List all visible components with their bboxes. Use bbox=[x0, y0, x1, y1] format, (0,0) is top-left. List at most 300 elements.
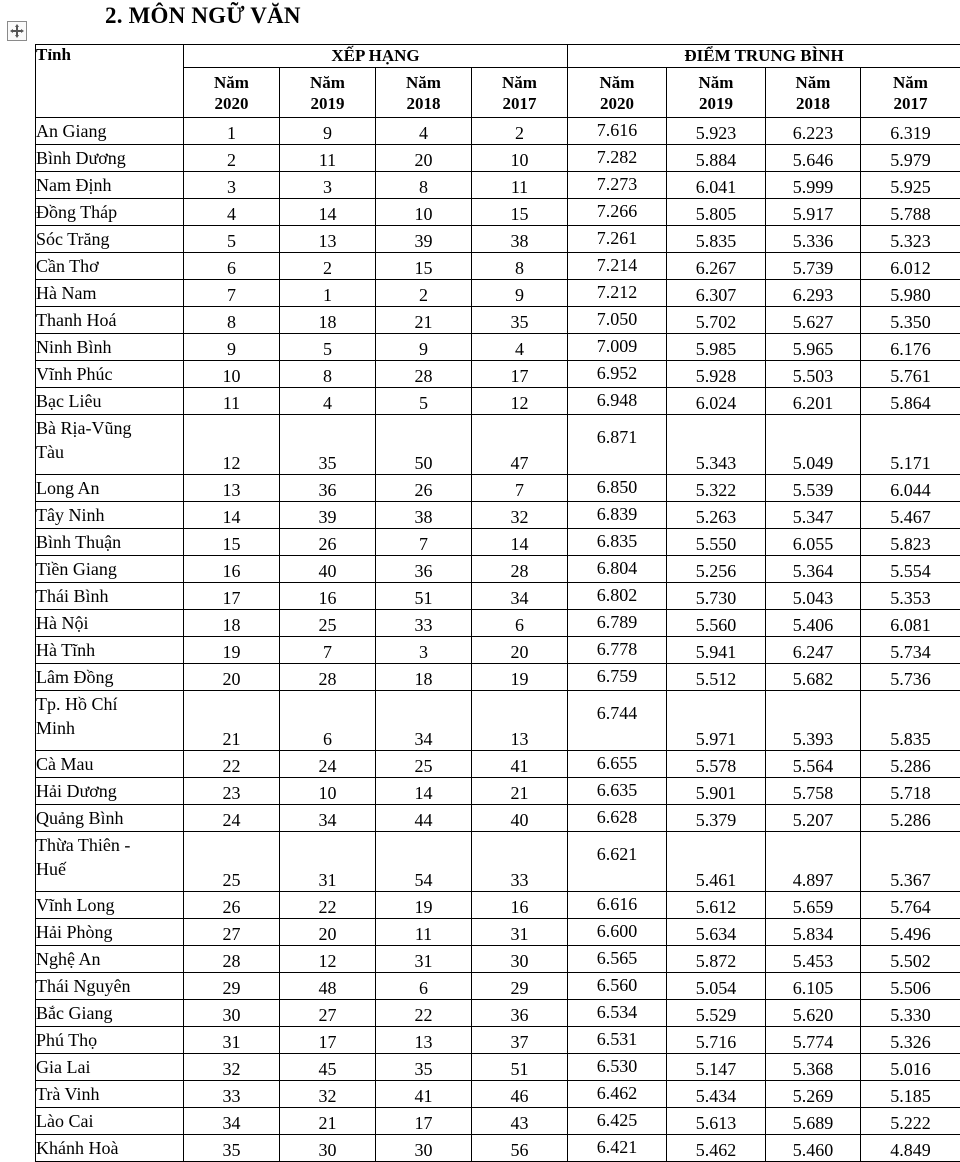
rank-cell-2019: 45 bbox=[280, 1054, 376, 1081]
score-cell-2020: 6.759 bbox=[568, 664, 667, 691]
year-header-rank-2017 bbox=[472, 68, 568, 118]
rank-cell-2019: 7 bbox=[280, 637, 376, 664]
rank-cell-2017: 20 bbox=[472, 637, 568, 664]
province-cell bbox=[36, 556, 184, 583]
rank-cell-2017: 51 bbox=[472, 1054, 568, 1081]
rank-cell-2019: 14 bbox=[280, 199, 376, 226]
score-cell-2017: 5.823 bbox=[861, 529, 960, 556]
rank-cell-2019: 24 bbox=[280, 751, 376, 778]
table-row bbox=[36, 334, 960, 361]
province-name: Gia Lai bbox=[36, 1057, 90, 1077]
rank-cell-2020: 23 bbox=[184, 778, 280, 805]
score-cell-2018: 5.689 bbox=[766, 1108, 861, 1135]
rank-cell-2017: 34 bbox=[472, 583, 568, 610]
rank-cell-2020: 2 bbox=[184, 145, 280, 172]
year-header-value: 2020 bbox=[600, 94, 634, 113]
province-cell bbox=[36, 475, 184, 502]
rank-cell-2018: 14 bbox=[376, 778, 472, 805]
province-cell bbox=[36, 145, 184, 172]
table-row bbox=[36, 475, 960, 502]
rank-cell-2017: 6 bbox=[472, 610, 568, 637]
rank-cell-2018: 7 bbox=[376, 529, 472, 556]
table-row bbox=[36, 637, 960, 664]
province-name-line2: Minh bbox=[36, 718, 75, 738]
province-name: Phú Thọ bbox=[36, 1030, 97, 1050]
score-cell-2019: 5.054 bbox=[667, 973, 766, 1000]
table-row bbox=[36, 892, 960, 919]
score-cell-2019: 6.041 bbox=[667, 172, 766, 199]
province-name: Thanh Hoá bbox=[36, 310, 116, 330]
table-move-handle[interactable] bbox=[7, 21, 27, 41]
score-cell-2018: 5.659 bbox=[766, 892, 861, 919]
table-row bbox=[36, 610, 960, 637]
score-cell-2017: 6.081 bbox=[861, 610, 960, 637]
year-header-label: Năm bbox=[502, 73, 537, 92]
table-row bbox=[36, 253, 960, 280]
score-cell-2018: 5.364 bbox=[766, 556, 861, 583]
score-cell-2017: 5.736 bbox=[861, 664, 960, 691]
province-cell bbox=[36, 1135, 184, 1162]
score-cell-2020: 7.212 bbox=[568, 280, 667, 307]
province-name: Hải Phòng bbox=[36, 922, 113, 942]
table-row bbox=[36, 1027, 960, 1054]
rank-cell-2018: 28 bbox=[376, 361, 472, 388]
score-cell-2020: 7.009 bbox=[568, 334, 667, 361]
province-name: Tây Ninh bbox=[36, 505, 104, 525]
rank-cell-2017: 2 bbox=[472, 118, 568, 145]
score-cell-2019: 5.529 bbox=[667, 1000, 766, 1027]
rank-cell-2020: 19 bbox=[184, 637, 280, 664]
year-header-label: Năm bbox=[600, 73, 635, 92]
rank-cell-2018: 50 bbox=[376, 415, 472, 475]
province-name: Cần Thơ bbox=[36, 256, 99, 276]
rank-cell-2019: 8 bbox=[280, 361, 376, 388]
rank-cell-2020: 30 bbox=[184, 1000, 280, 1027]
province-name: Nghệ An bbox=[36, 949, 101, 969]
rank-cell-2018: 35 bbox=[376, 1054, 472, 1081]
score-cell-2017: 5.506 bbox=[861, 973, 960, 1000]
year-header-label: Năm bbox=[796, 73, 831, 92]
rank-cell-2020: 5 bbox=[184, 226, 280, 253]
rank-cell-2020: 10 bbox=[184, 361, 280, 388]
rank-cell-2019: 40 bbox=[280, 556, 376, 583]
score-cell-2018: 4.897 bbox=[766, 832, 861, 892]
score-cell-2020: 6.621 bbox=[568, 832, 667, 892]
province-name: Hà Tĩnh bbox=[36, 640, 95, 660]
rank-cell-2018: 25 bbox=[376, 751, 472, 778]
table-row bbox=[36, 280, 960, 307]
province-cell bbox=[36, 529, 184, 556]
score-cell-2018: 5.347 bbox=[766, 502, 861, 529]
score-cell-2018: 5.539 bbox=[766, 475, 861, 502]
score-cell-2020: 6.839 bbox=[568, 502, 667, 529]
rank-cell-2020: 22 bbox=[184, 751, 280, 778]
rank-cell-2017: 40 bbox=[472, 805, 568, 832]
province-name: Tp. Hồ Chí bbox=[36, 694, 118, 714]
rank-cell-2017: 41 bbox=[472, 751, 568, 778]
rank-cell-2018: 54 bbox=[376, 832, 472, 892]
rank-cell-2020: 35 bbox=[184, 1135, 280, 1162]
rank-cell-2018: 18 bbox=[376, 664, 472, 691]
score-cell-2017: 6.319 bbox=[861, 118, 960, 145]
rank-cell-2020: 15 bbox=[184, 529, 280, 556]
province-cell bbox=[36, 973, 184, 1000]
rank-cell-2018: 5 bbox=[376, 388, 472, 415]
rank-cell-2020: 7 bbox=[184, 280, 280, 307]
rank-cell-2020: 27 bbox=[184, 919, 280, 946]
score-cell-2019: 5.985 bbox=[667, 334, 766, 361]
rank-cell-2017: 43 bbox=[472, 1108, 568, 1135]
score-cell-2020: 6.635 bbox=[568, 778, 667, 805]
score-cell-2020: 6.744 bbox=[568, 691, 667, 751]
rank-cell-2018: 38 bbox=[376, 502, 472, 529]
score-cell-2018: 6.055 bbox=[766, 529, 861, 556]
score-cell-2018: 5.682 bbox=[766, 664, 861, 691]
score-cell-2019: 5.805 bbox=[667, 199, 766, 226]
rank-cell-2018: 21 bbox=[376, 307, 472, 334]
table-row bbox=[36, 199, 960, 226]
province-cell bbox=[36, 778, 184, 805]
score-cell-2019: 5.379 bbox=[667, 805, 766, 832]
rank-cell-2020: 1 bbox=[184, 118, 280, 145]
province-name: Lào Cai bbox=[36, 1111, 93, 1131]
move-arrows-icon bbox=[9, 23, 25, 39]
score-cell-2018: 5.646 bbox=[766, 145, 861, 172]
table-row bbox=[36, 1135, 960, 1162]
rank-cell-2017: 32 bbox=[472, 502, 568, 529]
province-cell bbox=[36, 280, 184, 307]
province-name: Ninh Bình bbox=[36, 337, 112, 357]
rank-cell-2017: 11 bbox=[472, 172, 568, 199]
score-cell-2018: 5.393 bbox=[766, 691, 861, 751]
score-cell-2020: 6.616 bbox=[568, 892, 667, 919]
rank-cell-2018: 6 bbox=[376, 973, 472, 1000]
province-cell bbox=[36, 226, 184, 253]
table-row bbox=[36, 1000, 960, 1027]
score-cell-2018: 5.999 bbox=[766, 172, 861, 199]
score-cell-2017: 5.286 bbox=[861, 751, 960, 778]
score-cell-2017: 5.502 bbox=[861, 946, 960, 973]
header-group-row bbox=[36, 45, 960, 68]
rank-cell-2020: 9 bbox=[184, 334, 280, 361]
score-cell-2019: 5.613 bbox=[667, 1108, 766, 1135]
rank-cell-2020: 32 bbox=[184, 1054, 280, 1081]
score-cell-2017: 5.761 bbox=[861, 361, 960, 388]
rank-cell-2017: 4 bbox=[472, 334, 568, 361]
rank-cell-2019: 16 bbox=[280, 583, 376, 610]
rank-cell-2020: 28 bbox=[184, 946, 280, 973]
rank-cell-2017: 37 bbox=[472, 1027, 568, 1054]
province-name-line2: Tàu bbox=[36, 442, 64, 462]
rank-cell-2020: 16 bbox=[184, 556, 280, 583]
score-cell-2019: 6.267 bbox=[667, 253, 766, 280]
score-cell-2017: 5.718 bbox=[861, 778, 960, 805]
score-cell-2019: 5.612 bbox=[667, 892, 766, 919]
score-cell-2020: 6.425 bbox=[568, 1108, 667, 1135]
table-row bbox=[36, 118, 960, 145]
score-cell-2020: 7.261 bbox=[568, 226, 667, 253]
rank-cell-2017: 38 bbox=[472, 226, 568, 253]
province-cell bbox=[36, 664, 184, 691]
section-heading: 2. MÔN NGỮ VĂN bbox=[105, 3, 301, 29]
column-header-province: Tỉnh bbox=[36, 45, 184, 118]
rank-cell-2020: 34 bbox=[184, 1108, 280, 1135]
score-cell-2019: 5.634 bbox=[667, 919, 766, 946]
score-cell-2019: 5.872 bbox=[667, 946, 766, 973]
score-cell-2018: 5.368 bbox=[766, 1054, 861, 1081]
year-header-rank-2018 bbox=[376, 68, 472, 118]
table-row bbox=[36, 832, 960, 892]
province-cell bbox=[36, 199, 184, 226]
table-row bbox=[36, 307, 960, 334]
province-cell bbox=[36, 172, 184, 199]
rank-cell-2020: 24 bbox=[184, 805, 280, 832]
rank-cell-2020: 11 bbox=[184, 388, 280, 415]
province-cell bbox=[36, 892, 184, 919]
score-cell-2019: 5.730 bbox=[667, 583, 766, 610]
table-row bbox=[36, 172, 960, 199]
score-cell-2019: 5.884 bbox=[667, 145, 766, 172]
score-cell-2017: 5.353 bbox=[861, 583, 960, 610]
province-name: Bà Rịa-Vũng bbox=[36, 418, 131, 438]
table-row bbox=[36, 664, 960, 691]
table-row bbox=[36, 1081, 960, 1108]
province-name: Trà Vinh bbox=[36, 1084, 99, 1104]
province-cell bbox=[36, 307, 184, 334]
score-cell-2020: 7.282 bbox=[568, 145, 667, 172]
rank-cell-2017: 31 bbox=[472, 919, 568, 946]
score-cell-2017: 5.835 bbox=[861, 691, 960, 751]
rank-cell-2019: 20 bbox=[280, 919, 376, 946]
score-cell-2018: 5.049 bbox=[766, 415, 861, 475]
rank-cell-2017: 56 bbox=[472, 1135, 568, 1162]
rank-cell-2017: 21 bbox=[472, 778, 568, 805]
year-header-label: Năm bbox=[310, 73, 345, 92]
score-cell-2018: 5.620 bbox=[766, 1000, 861, 1027]
province-name: Hà Nam bbox=[36, 283, 96, 303]
table-body bbox=[36, 118, 960, 1162]
rank-cell-2018: 4 bbox=[376, 118, 472, 145]
rank-cell-2019: 18 bbox=[280, 307, 376, 334]
rank-cell-2018: 9 bbox=[376, 334, 472, 361]
score-cell-2020: 6.952 bbox=[568, 361, 667, 388]
score-cell-2020: 6.628 bbox=[568, 805, 667, 832]
province-name: Đồng Tháp bbox=[36, 202, 117, 222]
score-cell-2020: 6.534 bbox=[568, 1000, 667, 1027]
table-row bbox=[36, 502, 960, 529]
score-cell-2019: 5.928 bbox=[667, 361, 766, 388]
table-row bbox=[36, 361, 960, 388]
rank-cell-2019: 17 bbox=[280, 1027, 376, 1054]
score-cell-2019: 5.560 bbox=[667, 610, 766, 637]
rank-cell-2020: 12 bbox=[184, 415, 280, 475]
score-cell-2018: 5.965 bbox=[766, 334, 861, 361]
score-cell-2020: 6.804 bbox=[568, 556, 667, 583]
province-cell bbox=[36, 637, 184, 664]
score-cell-2019: 5.263 bbox=[667, 502, 766, 529]
score-cell-2019: 5.702 bbox=[667, 307, 766, 334]
score-cell-2018: 6.293 bbox=[766, 280, 861, 307]
year-header-score-2018 bbox=[766, 68, 861, 118]
score-cell-2019: 5.322 bbox=[667, 475, 766, 502]
province-name: Bắc Giang bbox=[36, 1003, 112, 1023]
province-cell bbox=[36, 1000, 184, 1027]
province-cell bbox=[36, 361, 184, 388]
table-row bbox=[36, 1108, 960, 1135]
rank-cell-2019: 30 bbox=[280, 1135, 376, 1162]
rank-cell-2017: 36 bbox=[472, 1000, 568, 1027]
year-header-label: Năm bbox=[699, 73, 734, 92]
province-name: Thừa Thiên - bbox=[36, 835, 130, 855]
score-cell-2018: 6.247 bbox=[766, 637, 861, 664]
rank-cell-2018: 33 bbox=[376, 610, 472, 637]
score-cell-2017: 5.554 bbox=[861, 556, 960, 583]
rank-cell-2019: 21 bbox=[280, 1108, 376, 1135]
rank-cell-2017: 15 bbox=[472, 199, 568, 226]
score-cell-2018: 5.774 bbox=[766, 1027, 861, 1054]
rank-cell-2020: 14 bbox=[184, 502, 280, 529]
rank-cell-2020: 25 bbox=[184, 832, 280, 892]
rank-cell-2019: 13 bbox=[280, 226, 376, 253]
score-cell-2019: 5.941 bbox=[667, 637, 766, 664]
province-cell bbox=[36, 1108, 184, 1135]
rank-cell-2018: 44 bbox=[376, 805, 472, 832]
year-header-value: 2019 bbox=[699, 94, 733, 113]
province-name: An Giang bbox=[36, 121, 107, 141]
rank-cell-2017: 17 bbox=[472, 361, 568, 388]
table-row bbox=[36, 415, 960, 475]
rank-cell-2018: 10 bbox=[376, 199, 472, 226]
score-cell-2020: 6.871 bbox=[568, 415, 667, 475]
ranking-table bbox=[35, 44, 960, 1162]
score-cell-2018: 5.336 bbox=[766, 226, 861, 253]
rank-cell-2018: 15 bbox=[376, 253, 472, 280]
score-cell-2020: 6.778 bbox=[568, 637, 667, 664]
rank-cell-2020: 8 bbox=[184, 307, 280, 334]
score-cell-2019: 5.835 bbox=[667, 226, 766, 253]
score-cell-2017: 5.323 bbox=[861, 226, 960, 253]
province-cell bbox=[36, 751, 184, 778]
score-cell-2020: 6.565 bbox=[568, 946, 667, 973]
rank-cell-2017: 9 bbox=[472, 280, 568, 307]
rank-cell-2018: 41 bbox=[376, 1081, 472, 1108]
rank-cell-2019: 1 bbox=[280, 280, 376, 307]
province-name: Lâm Đồng bbox=[36, 667, 113, 687]
score-cell-2017: 5.367 bbox=[861, 832, 960, 892]
rank-cell-2019: 27 bbox=[280, 1000, 376, 1027]
group-header-score: ĐIỂM TRUNG BÌNH bbox=[568, 45, 960, 68]
score-cell-2018: 5.406 bbox=[766, 610, 861, 637]
rank-cell-2018: 8 bbox=[376, 172, 472, 199]
score-cell-2017: 5.980 bbox=[861, 280, 960, 307]
rank-cell-2020: 20 bbox=[184, 664, 280, 691]
score-cell-2018: 6.105 bbox=[766, 973, 861, 1000]
score-cell-2020: 6.560 bbox=[568, 973, 667, 1000]
province-cell bbox=[36, 1027, 184, 1054]
rank-cell-2018: 51 bbox=[376, 583, 472, 610]
rank-cell-2018: 3 bbox=[376, 637, 472, 664]
table-row bbox=[36, 529, 960, 556]
year-header-label: Năm bbox=[406, 73, 441, 92]
rank-cell-2020: 33 bbox=[184, 1081, 280, 1108]
province-cell bbox=[36, 334, 184, 361]
rank-cell-2018: 22 bbox=[376, 1000, 472, 1027]
table-row bbox=[36, 919, 960, 946]
score-cell-2017: 6.044 bbox=[861, 475, 960, 502]
score-cell-2019: 5.716 bbox=[667, 1027, 766, 1054]
score-cell-2020: 6.530 bbox=[568, 1054, 667, 1081]
rank-cell-2020: 26 bbox=[184, 892, 280, 919]
rank-cell-2019: 26 bbox=[280, 529, 376, 556]
rank-cell-2017: 47 bbox=[472, 415, 568, 475]
score-cell-2017: 6.176 bbox=[861, 334, 960, 361]
province-name: Thái Nguyên bbox=[36, 976, 130, 996]
score-cell-2018: 5.453 bbox=[766, 946, 861, 973]
province-cell bbox=[36, 583, 184, 610]
year-header-value: 2017 bbox=[894, 94, 928, 113]
rank-cell-2018: 39 bbox=[376, 226, 472, 253]
year-header-score-2019 bbox=[667, 68, 766, 118]
table-row bbox=[36, 751, 960, 778]
score-cell-2018: 5.758 bbox=[766, 778, 861, 805]
score-cell-2019: 5.901 bbox=[667, 778, 766, 805]
score-cell-2017: 5.864 bbox=[861, 388, 960, 415]
score-cell-2017: 5.496 bbox=[861, 919, 960, 946]
score-cell-2020: 7.050 bbox=[568, 307, 667, 334]
score-cell-2018: 5.043 bbox=[766, 583, 861, 610]
year-header-value: 2020 bbox=[215, 94, 249, 113]
score-cell-2020: 6.802 bbox=[568, 583, 667, 610]
province-cell bbox=[36, 1081, 184, 1108]
rank-cell-2019: 22 bbox=[280, 892, 376, 919]
year-header-value: 2019 bbox=[311, 94, 345, 113]
province-cell bbox=[36, 610, 184, 637]
rank-cell-2020: 13 bbox=[184, 475, 280, 502]
year-header-label: Năm bbox=[893, 73, 928, 92]
rank-cell-2019: 10 bbox=[280, 778, 376, 805]
score-cell-2020: 6.835 bbox=[568, 529, 667, 556]
score-cell-2017: 5.734 bbox=[861, 637, 960, 664]
score-cell-2018: 5.739 bbox=[766, 253, 861, 280]
score-cell-2020: 7.266 bbox=[568, 199, 667, 226]
rank-cell-2017: 13 bbox=[472, 691, 568, 751]
province-cell bbox=[36, 919, 184, 946]
province-cell bbox=[36, 388, 184, 415]
rank-cell-2017: 14 bbox=[472, 529, 568, 556]
score-cell-2018: 6.223 bbox=[766, 118, 861, 145]
rank-cell-2019: 48 bbox=[280, 973, 376, 1000]
rank-cell-2020: 17 bbox=[184, 583, 280, 610]
rank-cell-2019: 11 bbox=[280, 145, 376, 172]
rank-cell-2019: 25 bbox=[280, 610, 376, 637]
province-name: Vĩnh Long bbox=[36, 895, 115, 915]
province-name: Hà Nội bbox=[36, 613, 89, 633]
score-cell-2018: 5.503 bbox=[766, 361, 861, 388]
province-name: Thái Bình bbox=[36, 586, 109, 606]
table-row bbox=[36, 556, 960, 583]
score-cell-2019: 5.512 bbox=[667, 664, 766, 691]
rank-cell-2018: 30 bbox=[376, 1135, 472, 1162]
rank-cell-2019: 34 bbox=[280, 805, 376, 832]
province-name: Tiền Giang bbox=[36, 559, 117, 579]
rank-cell-2017: 30 bbox=[472, 946, 568, 973]
score-cell-2019: 5.578 bbox=[667, 751, 766, 778]
rank-cell-2018: 20 bbox=[376, 145, 472, 172]
score-cell-2017: 5.788 bbox=[861, 199, 960, 226]
rank-cell-2019: 5 bbox=[280, 334, 376, 361]
table-row bbox=[36, 1054, 960, 1081]
rank-cell-2018: 36 bbox=[376, 556, 472, 583]
